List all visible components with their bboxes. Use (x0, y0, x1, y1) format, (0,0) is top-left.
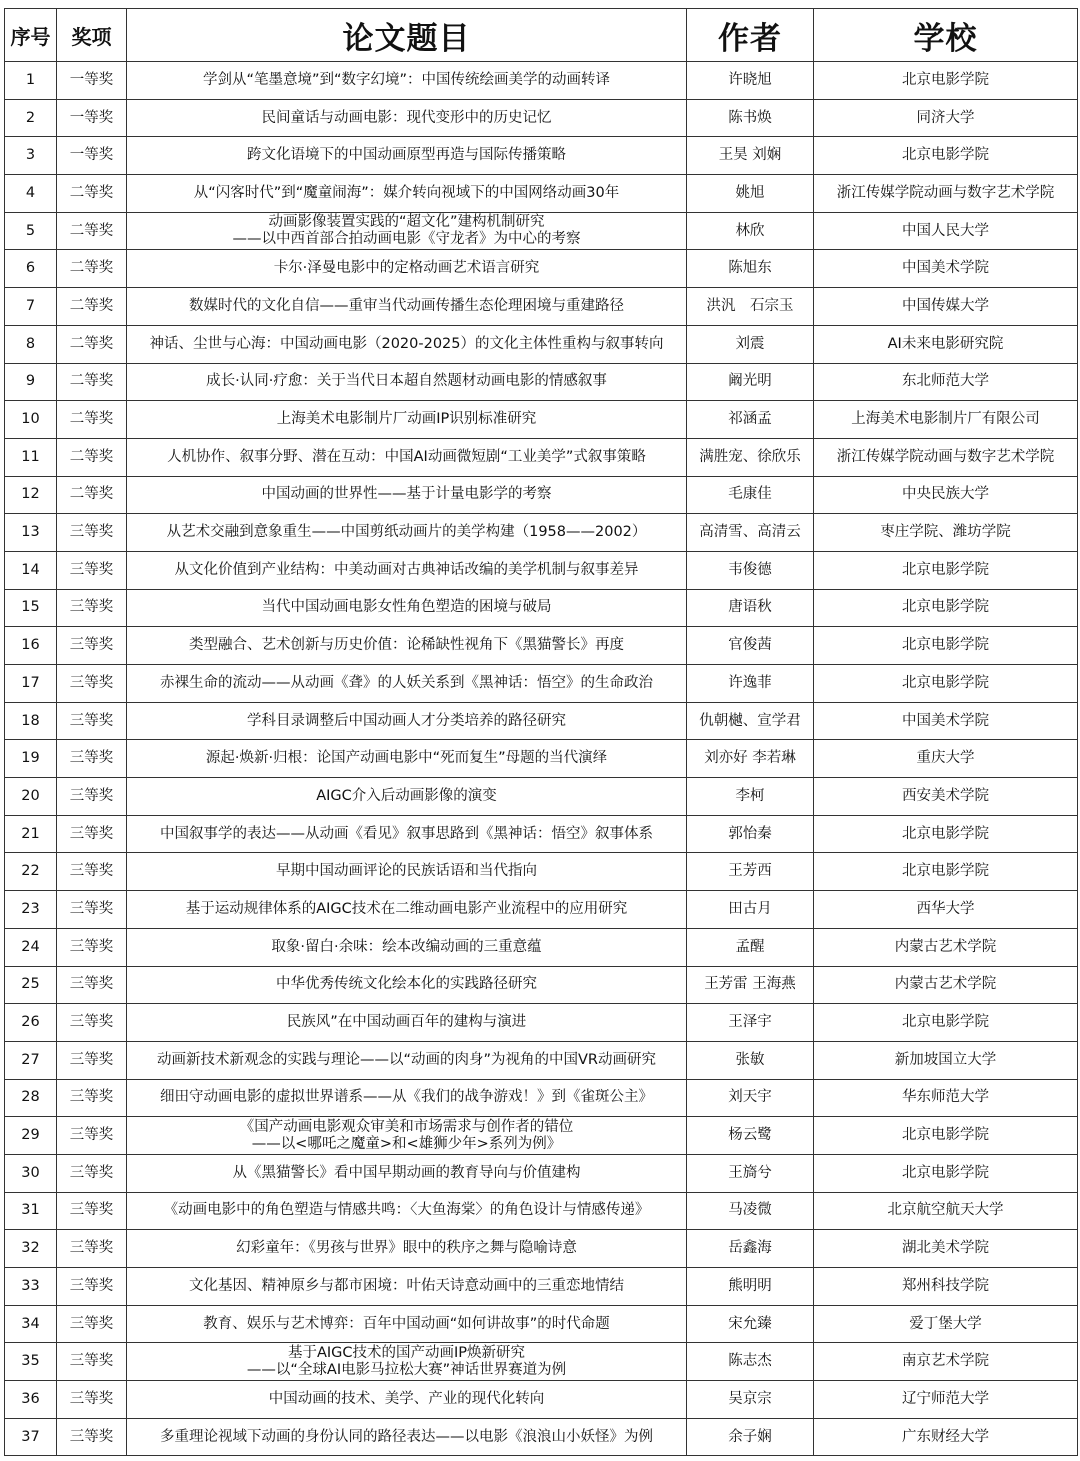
row-title (127, 1268, 687, 1306)
row-award: 三等奖 (57, 665, 127, 703)
table-row (5, 1418, 1078, 1456)
row-number: 9 (5, 363, 57, 401)
row-number: 7 (5, 288, 57, 326)
title-line: 民族风”在中国动画百年的建构与演进 (286, 1014, 527, 1031)
title-line: 细田守动画电影的虚拟世界谱系——从《我们的战争游戏！》到《雀斑公主》 (160, 1089, 653, 1106)
row-award: 三等奖 (57, 1230, 127, 1268)
row-school: 爱丁堡大学 (814, 1305, 1078, 1343)
row-number: 26 (5, 1004, 57, 1042)
row-school: AI未来电影研究院 (814, 325, 1078, 363)
award-list-document (4, 8, 1078, 1456)
row-number: 12 (5, 476, 57, 514)
row-author: 刘天宇 (687, 1079, 814, 1117)
row-author: 王泽宇 (687, 1004, 814, 1042)
title-line: 成长·认同·疗愈：关于当代日本超自然题材动画电影的情感叙事 (206, 373, 607, 390)
title-line: 中国叙事学的表达——从动画《看见》叙事思路到《黑神话：悟空》叙事体系 (160, 825, 653, 842)
title-line: 《动画电影中的角色塑造与情感共鸣：〈大鱼海棠〉的角色设计与情感传递》 (163, 1202, 650, 1219)
title-line: AIGC介入后动画影像的演变 (316, 787, 497, 804)
row-author: 刘亦好 李若琳 (687, 740, 814, 778)
table-row (5, 62, 1078, 100)
row-number: 32 (5, 1230, 57, 1268)
title-line: 神话、尘世与心海：中国动画电影（2020-2025）的文化主体性重构与叙事转向 (149, 335, 664, 352)
row-number: 27 (5, 1041, 57, 1079)
header-title: 论文题目 (127, 9, 687, 62)
row-title (127, 99, 687, 137)
title-line: 文化基因、精神原乡与都市困境：叶佑天诗意动画中的三重恋地情结 (189, 1277, 624, 1294)
row-award: 二等奖 (57, 401, 127, 439)
header-award: 奖项 (57, 9, 127, 62)
row-author: 王芳雷 王海燕 (687, 966, 814, 1004)
row-author: 郭怡秦 (687, 815, 814, 853)
row-author: 唐语秋 (687, 589, 814, 627)
title-line: ——以中西首部合拍动画电影《守龙者》为中心的考察 (232, 231, 581, 248)
row-number: 23 (5, 891, 57, 929)
row-school: 中央民族大学 (814, 476, 1078, 514)
row-title (127, 1230, 687, 1268)
title-line: 人机协作、叙事分野、潜在互动：中国AI动画微短剧“工业美学”式叙事策略 (167, 448, 646, 465)
row-title (127, 288, 687, 326)
row-author: 姚旭 (687, 175, 814, 213)
row-author: 祁涵孟 (687, 401, 814, 439)
title-line: 数媒时代的文化自信——重审当代动画传播生态伦理困境与重建路径 (189, 297, 624, 314)
row-title (127, 62, 687, 100)
row-title (127, 891, 687, 929)
table-row (5, 702, 1078, 740)
table-row (5, 627, 1078, 665)
row-school: 新加坡国立大学 (814, 1041, 1078, 1079)
title-line: 从《黑猫警长》看中国早期动画的教育导向与价值建构 (232, 1164, 581, 1181)
title-line: 动画新技术新观念的实践与理论——以“动画的肉身”为视角的中国VR动画研究 (156, 1051, 656, 1068)
row-author: 宋允臻 (687, 1305, 814, 1343)
table-row (5, 514, 1078, 552)
row-author: 陈书焕 (687, 99, 814, 137)
row-title (127, 514, 687, 552)
row-author: 满胜宠、徐欣乐 (687, 438, 814, 476)
table-row (5, 1381, 1078, 1419)
row-school: 北京电影学院 (814, 1004, 1078, 1042)
table-row (5, 401, 1078, 439)
row-school: 华东师范大学 (814, 1079, 1078, 1117)
row-number: 22 (5, 853, 57, 891)
row-author: 李柯 (687, 778, 814, 816)
row-number: 20 (5, 778, 57, 816)
row-award: 二等奖 (57, 438, 127, 476)
row-number: 25 (5, 966, 57, 1004)
table-row (5, 1154, 1078, 1192)
row-title (127, 665, 687, 703)
title-line: 学剑从“笔墨意境”到“数字幻境”：中国传统绘画美学的动画转译 (202, 71, 611, 88)
row-title (127, 476, 687, 514)
row-title (127, 250, 687, 288)
row-award: 三等奖 (57, 514, 127, 552)
row-school: 中国美术学院 (814, 250, 1078, 288)
row-author: 王旖兮 (687, 1154, 814, 1192)
row-award: 三等奖 (57, 853, 127, 891)
table-row (5, 665, 1078, 703)
row-author: 吴京宗 (687, 1381, 814, 1419)
table-row (5, 815, 1078, 853)
row-title (127, 966, 687, 1004)
row-number: 13 (5, 514, 57, 552)
title-line: 从艺术交融到意象重生——中国剪纸动画片的美学构建（1958——2002） (166, 524, 647, 541)
table-row (5, 1230, 1078, 1268)
table-row (5, 778, 1078, 816)
row-school: 北京航空航天大学 (814, 1192, 1078, 1230)
row-title (127, 815, 687, 853)
row-school: 北京电影学院 (814, 815, 1078, 853)
row-title (127, 740, 687, 778)
row-number: 24 (5, 928, 57, 966)
row-title (127, 1305, 687, 1343)
row-number: 15 (5, 589, 57, 627)
award-table (4, 8, 1078, 1456)
row-school: 枣庄学院、潍坊学院 (814, 514, 1078, 552)
row-number: 30 (5, 1154, 57, 1192)
row-award: 三等奖 (57, 1192, 127, 1230)
title-line: 从“闪客时代”到“魔童闹海”：媒介转向视域下的中国网络动画30年 (193, 184, 620, 201)
row-award: 三等奖 (57, 740, 127, 778)
row-author: 岳鑫海 (687, 1230, 814, 1268)
title-line: 中国动画的技术、美学、产业的现代化转向 (268, 1390, 545, 1407)
row-number: 21 (5, 815, 57, 853)
row-author: 田古月 (687, 891, 814, 929)
row-award: 三等奖 (57, 1381, 127, 1419)
row-author: 陈志杰 (687, 1343, 814, 1381)
row-title (127, 325, 687, 363)
row-title (127, 1343, 687, 1381)
row-number: 34 (5, 1305, 57, 1343)
row-title (127, 702, 687, 740)
title-line: 源起·焕新·归根：论国产动画电影中“死而复生”母题的当代演绎 (205, 750, 608, 767)
row-title (127, 853, 687, 891)
row-award: 三等奖 (57, 1305, 127, 1343)
title-line: 中华优秀传统文化绘本化的实践路径研究 (276, 976, 537, 993)
title-line: 类型融合、艺术创新与历史价值：论稀缺性视角下《黑猫警长》再度 (189, 637, 624, 654)
title-line: 卡尔·泽曼电影中的定格动画艺术语言研究 (273, 260, 540, 277)
row-author: 阚光明 (687, 363, 814, 401)
title-line: 当代中国动画电影女性角色塑造的困境与破局 (261, 599, 552, 616)
row-author: 许晓旭 (687, 62, 814, 100)
row-author: 张敏 (687, 1041, 814, 1079)
row-number: 37 (5, 1418, 57, 1456)
row-author: 杨云鹭 (687, 1117, 814, 1155)
row-author: 王昊 刘娴 (687, 137, 814, 175)
row-school: 东北师范大学 (814, 363, 1078, 401)
row-school: 北京电影学院 (814, 853, 1078, 891)
table-row (5, 966, 1078, 1004)
row-author: 刘震 (687, 325, 814, 363)
row-school: 西安美术学院 (814, 778, 1078, 816)
row-award: 三等奖 (57, 1004, 127, 1042)
row-number: 28 (5, 1079, 57, 1117)
row-title (127, 175, 687, 213)
row-title (127, 363, 687, 401)
row-award: 三等奖 (57, 966, 127, 1004)
row-award: 三等奖 (57, 551, 127, 589)
table-row (5, 175, 1078, 213)
header-author: 作者 (687, 9, 814, 62)
row-award: 三等奖 (57, 778, 127, 816)
row-school: 中国美术学院 (814, 702, 1078, 740)
row-school: 郑州科技学院 (814, 1268, 1078, 1306)
row-award: 一等奖 (57, 99, 127, 137)
row-school: 浙江传媒学院动画与数字艺术学院 (814, 175, 1078, 213)
row-title (127, 401, 687, 439)
row-award: 三等奖 (57, 1117, 127, 1155)
row-number: 36 (5, 1381, 57, 1419)
row-author: 官俊茜 (687, 627, 814, 665)
title-line: 从文化价值到产业结构：中美动画对古典神话改编的美学机制与叙事差异 (174, 561, 639, 578)
row-number: 29 (5, 1117, 57, 1155)
row-school: 南京艺术学院 (814, 1343, 1078, 1381)
row-number: 5 (5, 212, 57, 250)
table-row (5, 928, 1078, 966)
title-line: 幻彩童年：《男孩与世界》眼中的秩序之舞与隐喻诗意 (236, 1240, 577, 1257)
table-row (5, 891, 1078, 929)
table-row (5, 325, 1078, 363)
table-row (5, 1041, 1078, 1079)
row-number: 17 (5, 665, 57, 703)
row-title (127, 212, 687, 250)
row-title (127, 1004, 687, 1042)
header-school: 学校 (814, 9, 1078, 62)
row-title (127, 1192, 687, 1230)
row-school: 北京电影学院 (814, 1117, 1078, 1155)
row-title (127, 778, 687, 816)
row-number: 16 (5, 627, 57, 665)
table-row (5, 137, 1078, 175)
row-award: 二等奖 (57, 250, 127, 288)
title-line: 取象·留白·余味：绘本改编动画的三重意蕴 (271, 938, 542, 955)
row-award: 三等奖 (57, 1041, 127, 1079)
table-row (5, 476, 1078, 514)
row-number: 11 (5, 438, 57, 476)
title-line: 教育、娱乐与艺术博弈：百年中国动画“如何讲故事”的时代命题 (203, 1315, 610, 1332)
row-award: 三等奖 (57, 702, 127, 740)
row-number: 3 (5, 137, 57, 175)
row-school: 内蒙古艺术学院 (814, 966, 1078, 1004)
row-author: 陈旭东 (687, 250, 814, 288)
row-award: 三等奖 (57, 928, 127, 966)
row-number: 1 (5, 62, 57, 100)
row-school: 辽宁师范大学 (814, 1381, 1078, 1419)
row-school: 内蒙古艺术学院 (814, 928, 1078, 966)
row-title (127, 1381, 687, 1419)
row-title (127, 627, 687, 665)
table-row (5, 1192, 1078, 1230)
table-header (5, 9, 1078, 62)
row-award: 一等奖 (57, 137, 127, 175)
table-row (5, 363, 1078, 401)
row-award: 三等奖 (57, 1079, 127, 1117)
row-award: 二等奖 (57, 212, 127, 250)
table-row (5, 288, 1078, 326)
row-author: 林欣 (687, 212, 814, 250)
title-line: 动画影像装置实践的“超文化”建构机制研究 (268, 214, 545, 231)
table-row (5, 1343, 1078, 1381)
row-author: 马凌微 (687, 1192, 814, 1230)
title-line: 跨文化语境下的中国动画原型再造与国际传播策略 (247, 147, 566, 164)
row-school: 湖北美术学院 (814, 1230, 1078, 1268)
title-line: ——以“全球AI电影马拉松大赛”神话世界赛道为例 (246, 1361, 567, 1378)
title-line: 早期中国动画评论的民族话语和当代指向 (276, 863, 537, 880)
row-author: 毛康佳 (687, 476, 814, 514)
title-line: 学科目录调整后中国动画人才分类培养的路径研究 (247, 712, 566, 729)
row-title (127, 1154, 687, 1192)
row-number: 18 (5, 702, 57, 740)
row-author: 余子娴 (687, 1418, 814, 1456)
table-row (5, 740, 1078, 778)
row-author: 洪汎 石宗玉 (687, 288, 814, 326)
row-number: 8 (5, 325, 57, 363)
row-title (127, 137, 687, 175)
row-award: 三等奖 (57, 627, 127, 665)
row-number: 35 (5, 1343, 57, 1381)
row-school: 北京电影学院 (814, 1154, 1078, 1192)
title-line: 赤裸生命的流动——从动画《聋》的人妖关系到《黑神话：悟空》的生命政治 (160, 674, 653, 691)
row-number: 2 (5, 99, 57, 137)
row-award: 三等奖 (57, 1268, 127, 1306)
table-row (5, 589, 1078, 627)
row-author: 王芳西 (687, 853, 814, 891)
title-line: 基于AIGC技术的国产动画IP焕新研究 (287, 1344, 526, 1361)
row-award: 三等奖 (57, 589, 127, 627)
table-row (5, 1079, 1078, 1117)
row-award: 三等奖 (57, 1343, 127, 1381)
row-title (127, 551, 687, 589)
row-school: 北京电影学院 (814, 627, 1078, 665)
row-school: 浙江传媒学院动画与数字艺术学院 (814, 438, 1078, 476)
table-row (5, 551, 1078, 589)
row-award: 二等奖 (57, 175, 127, 213)
title-line: 《国产动画电影观众审美和市场需求与创作者的错位 (239, 1118, 574, 1135)
title-line: 上海美术电影制片厂动画IP识别标准研究 (276, 411, 537, 428)
table-row (5, 212, 1078, 250)
row-title (127, 438, 687, 476)
row-author: 许逸菲 (687, 665, 814, 703)
row-author: 孟醒 (687, 928, 814, 966)
row-number: 33 (5, 1268, 57, 1306)
title-line: 中国动画的世界性——基于计量电影学的考察 (261, 486, 552, 503)
table-row (5, 1117, 1078, 1155)
row-school: 西华大学 (814, 891, 1078, 929)
row-author: 熊明明 (687, 1268, 814, 1306)
table-row (5, 438, 1078, 476)
row-number: 19 (5, 740, 57, 778)
row-award: 三等奖 (57, 1418, 127, 1456)
row-school: 广东财经大学 (814, 1418, 1078, 1456)
row-school: 同济大学 (814, 99, 1078, 137)
row-title (127, 1418, 687, 1456)
row-title (127, 1079, 687, 1117)
row-title (127, 589, 687, 627)
row-author: 韦俊德 (687, 551, 814, 589)
row-award: 三等奖 (57, 815, 127, 853)
row-award: 二等奖 (57, 288, 127, 326)
row-award: 二等奖 (57, 325, 127, 363)
row-award: 一等奖 (57, 62, 127, 100)
row-number: 10 (5, 401, 57, 439)
row-school: 上海美术电影制片厂有限公司 (814, 401, 1078, 439)
table-body (5, 62, 1078, 1456)
table-row (5, 250, 1078, 288)
row-school: 重庆大学 (814, 740, 1078, 778)
row-title (127, 1117, 687, 1155)
table-row (5, 99, 1078, 137)
header-number: 序号 (5, 9, 57, 62)
table-row (5, 1268, 1078, 1306)
table-row (5, 853, 1078, 891)
row-school: 北京电影学院 (814, 665, 1078, 703)
title-line: 基于运动规律体系的AIGC技术在二维动画电影产业流程中的应用研究 (185, 900, 628, 917)
row-school: 北京电影学院 (814, 551, 1078, 589)
row-award: 二等奖 (57, 476, 127, 514)
row-school: 中国人民大学 (814, 212, 1078, 250)
header-row (5, 9, 1078, 62)
row-award: 二等奖 (57, 363, 127, 401)
row-author: 仇朝樾、宣学君 (687, 702, 814, 740)
table-row (5, 1004, 1078, 1042)
row-number: 4 (5, 175, 57, 213)
title-line: ——以<哪吒之魔童>和<雄狮少年>系列为例》 (251, 1135, 562, 1152)
row-award: 三等奖 (57, 1154, 127, 1192)
row-author: 高清雪、高清云 (687, 514, 814, 552)
title-line: 多重理论视域下动画的身份认同的路径表达——以电影《浪浪山小妖怪》为例 (160, 1428, 653, 1445)
row-school: 北京电影学院 (814, 62, 1078, 100)
row-school: 北京电影学院 (814, 137, 1078, 175)
table-row (5, 1305, 1078, 1343)
row-title (127, 928, 687, 966)
row-number: 14 (5, 551, 57, 589)
row-award: 三等奖 (57, 891, 127, 929)
row-title (127, 1041, 687, 1079)
row-school: 中国传媒大学 (814, 288, 1078, 326)
row-number: 6 (5, 250, 57, 288)
row-school: 北京电影学院 (814, 589, 1078, 627)
title-line: 民间童话与动画电影：现代变形中的历史记忆 (261, 109, 552, 126)
row-number: 31 (5, 1192, 57, 1230)
